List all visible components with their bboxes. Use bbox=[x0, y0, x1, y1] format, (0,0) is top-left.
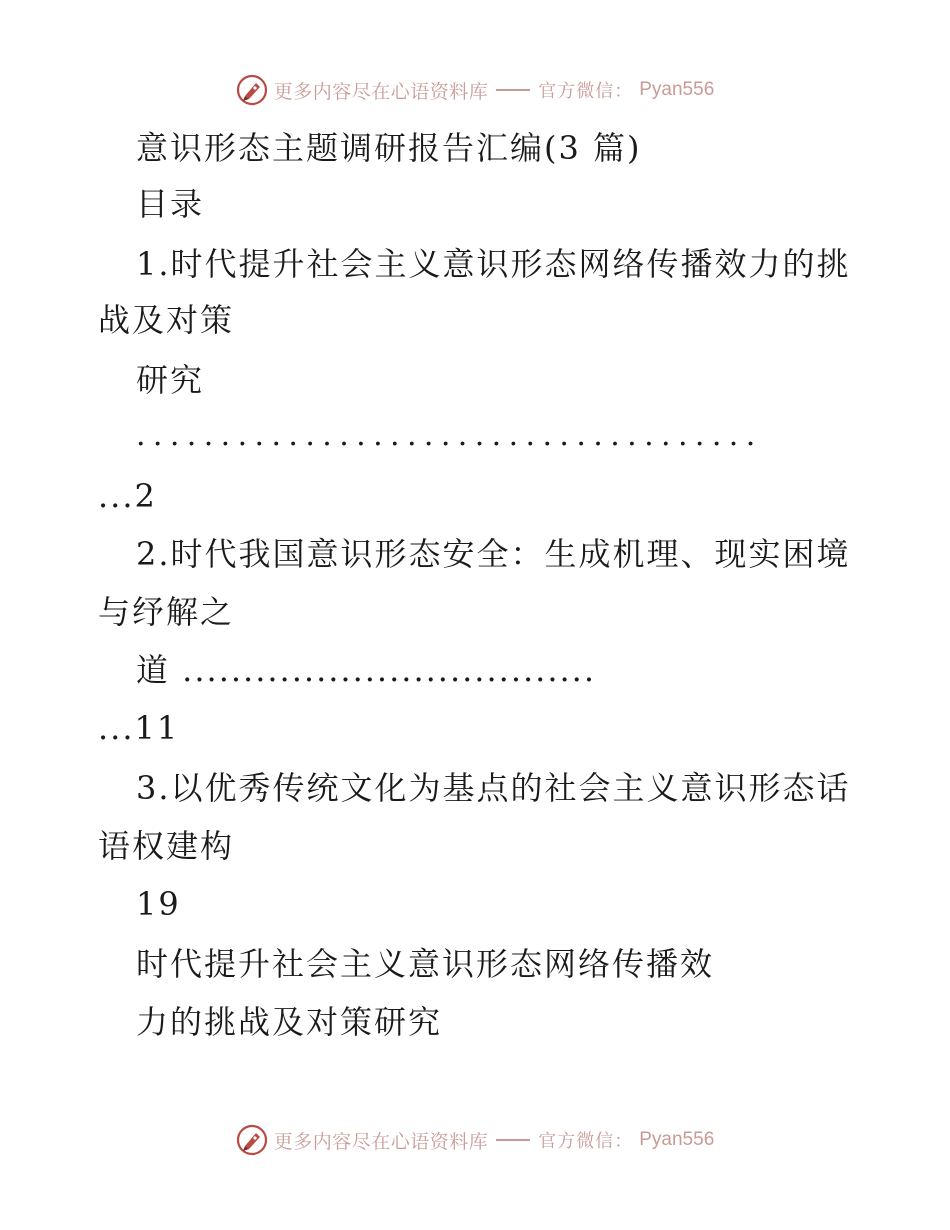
banner-wechat-label: 官方微信： bbox=[538, 1131, 634, 1152]
toc-entry-2-page[interactable]: ...11 bbox=[98, 709, 180, 747]
toc-entry-1-line2[interactable]: 战及对策 bbox=[98, 301, 235, 339]
pen-logo-icon bbox=[236, 74, 268, 106]
banner-wechat-label: 官方微信： bbox=[538, 81, 634, 102]
section-title-line2: 力的挑战及对策研究 bbox=[136, 1003, 443, 1041]
toc-entry-3-line1[interactable]: 3.以优秀传统文化为基点的社会主义意识形态话 bbox=[136, 769, 851, 807]
toc-entry-1-line3[interactable]: 研究 bbox=[136, 361, 205, 399]
section-title-line1: 时代提升社会主义意识形态网络传播效 bbox=[136, 945, 715, 983]
header-banner bbox=[0, 70, 950, 110]
document-title: 意识形态主题调研报告汇编(3 篇) bbox=[136, 129, 642, 167]
toc-heading: 目录 bbox=[136, 185, 205, 223]
toc-entry-2-line3[interactable]: 道 .................................. bbox=[136, 651, 597, 689]
toc-entry-1-page[interactable]: ...2 bbox=[98, 477, 157, 515]
toc-entry-2-line2[interactable]: 与纾解之 bbox=[98, 593, 235, 631]
toc-entry-1-line1[interactable]: 1.时代提升社会主义意识形态网络传播效力的挑 bbox=[136, 245, 851, 283]
toc-entry-2-line1[interactable]: 2.时代我国意识形态安全：生成机理、现实困境 bbox=[136, 535, 851, 573]
banner-separator bbox=[496, 89, 530, 91]
banner-text: 更多内容尽在心语资料库 bbox=[273, 1130, 489, 1153]
banner-wechat-id: Pyan556 bbox=[639, 1129, 715, 1150]
footer-banner bbox=[0, 1120, 950, 1160]
toc-entry-3-page[interactable]: 19 bbox=[136, 885, 181, 923]
pen-logo-icon bbox=[236, 1124, 268, 1156]
toc-entry-1-leader: ..................................... bbox=[136, 418, 763, 453]
banner-separator bbox=[496, 1139, 530, 1141]
banner-text: 更多内容尽在心语资料库 bbox=[273, 80, 489, 103]
banner-wechat-id: Pyan556 bbox=[639, 79, 715, 100]
toc-entry-3-line2[interactable]: 语权建构 bbox=[98, 827, 235, 865]
